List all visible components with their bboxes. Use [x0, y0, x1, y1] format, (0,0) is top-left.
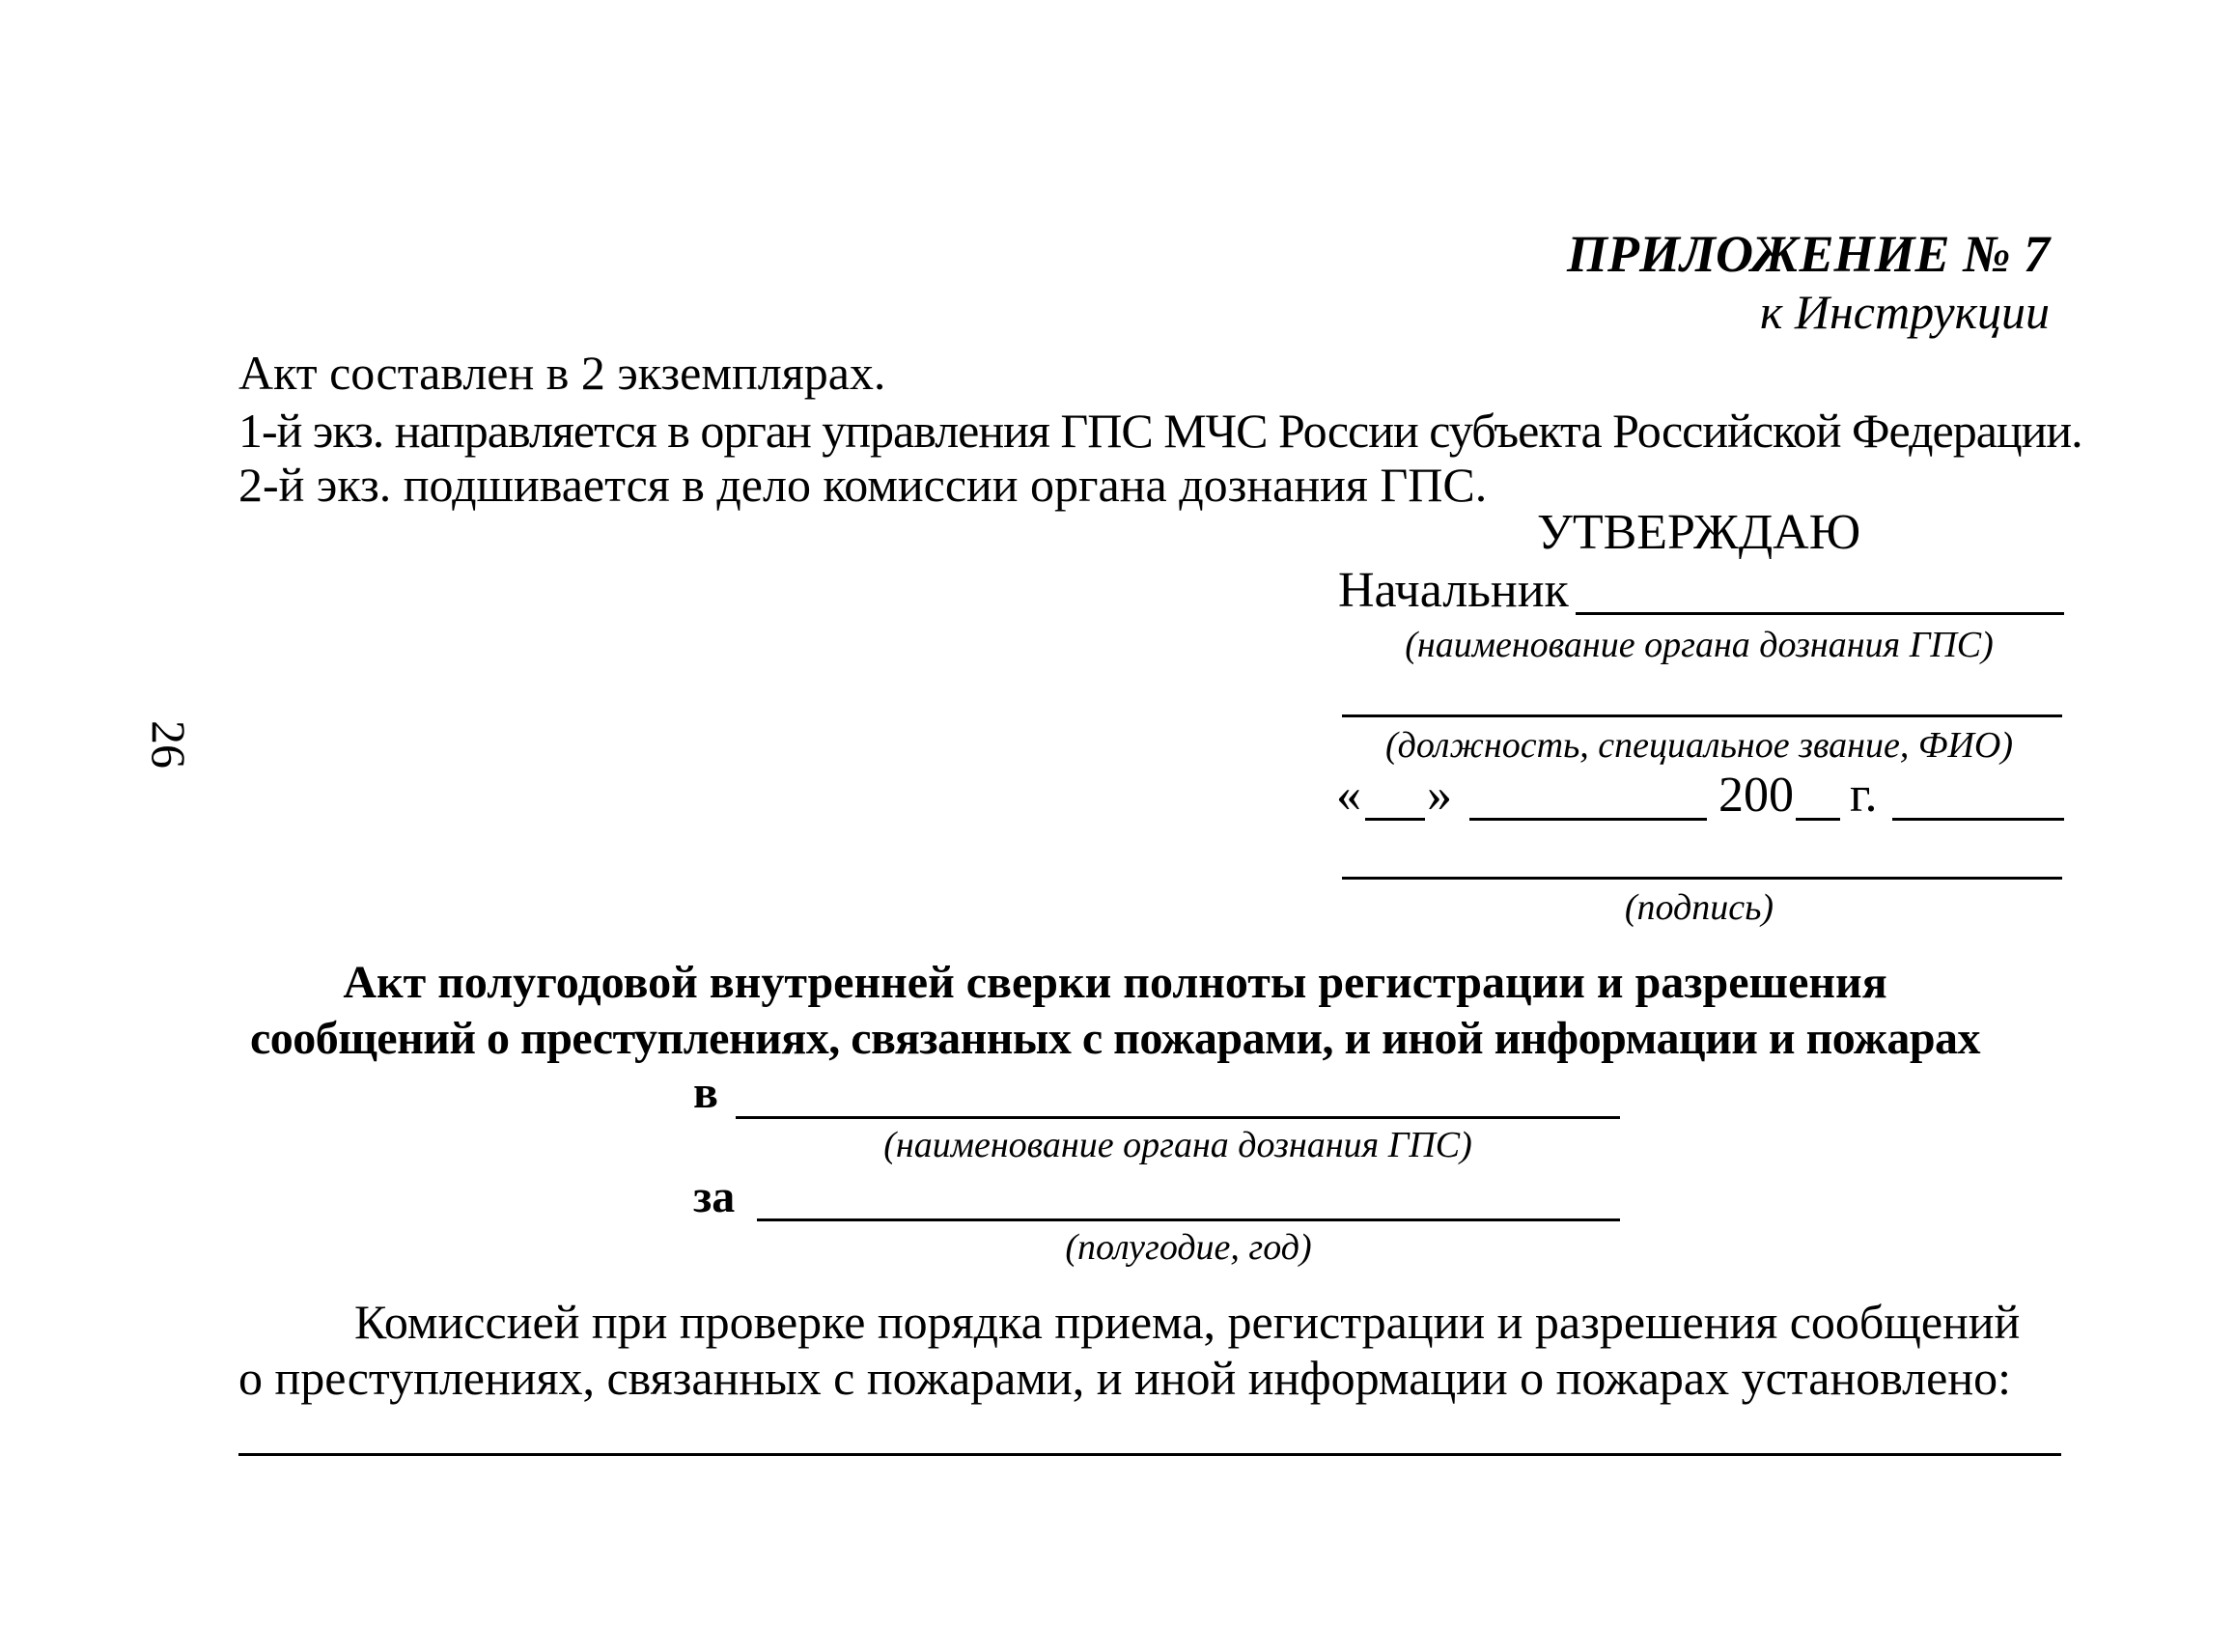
date-open-quote: «	[1336, 768, 1361, 823]
caption-period: (полугодие, год)	[1065, 1227, 1312, 1268]
act-title-line-1: Акт полугодовой внутренней сверки полноты регистрации и разрешения	[343, 957, 1887, 1008]
date-year-suffix: г.	[1850, 768, 1878, 823]
date-day-line[interactable]	[1365, 818, 1425, 821]
caption-position: (должность, специальное звание, ФИО)	[1385, 725, 2013, 766]
caption-signature: (подпись)	[1624, 887, 1774, 928]
act-title-line-2: сообщений о преступлениях, связанных с пожарами, и иной информации и пожарах	[249, 1013, 1981, 1064]
findings-line-1: Комиссией при проверке порядка приема, регистрации и разрешения сообщений	[354, 1295, 2021, 1349]
caption-org-name: (наименование органа дознания ГПС)	[1405, 625, 1994, 665]
findings-answer-line[interactable]	[238, 1453, 2061, 1456]
date-year-prefix: 200	[1718, 768, 1794, 823]
chief-label: Начальник	[1338, 563, 1569, 618]
caption-in-org: (наименование органа дознания ГПС)	[883, 1125, 1472, 1165]
chief-org-line[interactable]	[1576, 612, 2064, 615]
in-org-line[interactable]	[736, 1116, 1620, 1119]
in-label: в	[693, 1067, 718, 1118]
distribution-line-1: Акт составлен в 2 экземплярах.	[238, 346, 886, 400]
date-extra-line[interactable]	[1892, 818, 2064, 821]
date-close-quote: »	[1427, 768, 1452, 823]
appendix-subtitle: к Инструкции	[1759, 285, 2050, 339]
for-period-line[interactable]	[757, 1218, 1620, 1221]
findings-line-2: о преступлениях, связанных с пожарами, и иной информации о пожарах установлено:	[238, 1351, 2011, 1405]
page-number: 26	[142, 720, 196, 769]
signature-line[interactable]	[1342, 877, 2062, 880]
approval-heading: УТВЕРЖДАЮ	[1537, 505, 1861, 560]
distribution-line-3: 2-й экз. подшивается в дело комиссии органа дознания ГПС.	[238, 458, 1488, 512]
distribution-line-2: 1-й экз. направляется в орган управления ГПС МЧС России субъекта Российской Федерации.	[238, 404, 2082, 458]
position-line[interactable]	[1342, 714, 2062, 717]
for-label: за	[693, 1171, 736, 1222]
date-month-line[interactable]	[1469, 818, 1707, 821]
date-year-line[interactable]	[1796, 818, 1840, 821]
appendix-title: ПРИЛОЖЕНИЕ № 7	[1566, 225, 2050, 283]
